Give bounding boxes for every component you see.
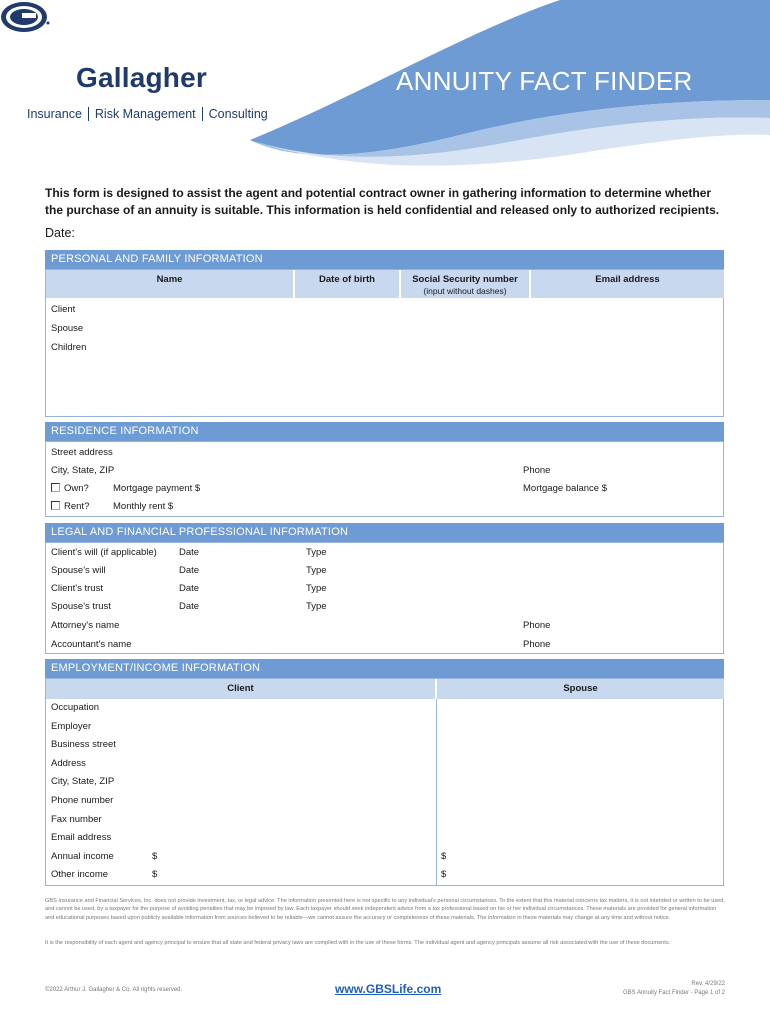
client-will-type-label[interactable]: Type [306, 547, 327, 558]
footer-revision [623, 980, 725, 998]
residence-info-table [45, 441, 724, 517]
row-client-label: Client [51, 304, 76, 315]
ssn-note: (input without dashes) [423, 286, 507, 296]
client-other-income-dollar[interactable]: $ [152, 869, 158, 880]
section-legal-heading: LEGAL AND FINANCIAL PROFESSIONAL INFORMATION [45, 523, 724, 542]
client-trust-date-label[interactable]: Date [179, 583, 200, 594]
city-state-zip-label[interactable]: City, State, ZIP [51, 465, 115, 476]
spouse-will-type-label[interactable]: Type [306, 565, 327, 576]
column-divider [436, 699, 437, 885]
spouse-trust-date-label[interactable]: Date [179, 601, 200, 612]
document-title: ANNUITY FACT FINDER [396, 66, 693, 96]
tagline-insurance: Insurance [27, 107, 82, 121]
client-trust-type-label[interactable]: Type [306, 583, 327, 594]
col-header-dob: Date of birth [295, 270, 399, 298]
col-header-email: Email address [531, 270, 724, 298]
spouse-trust-type-label[interactable]: Type [306, 601, 327, 612]
date-label[interactable]: Date: [45, 226, 75, 240]
occupation-label: Occupation [51, 702, 100, 713]
brand-logo-text: Gallagher [76, 62, 207, 93]
business-street-label: Business street [51, 739, 116, 750]
col-header-spouse: Spouse [437, 679, 724, 699]
footer-website-link[interactable]: www.GBSLife.com [335, 982, 442, 996]
legal-info-table [45, 542, 724, 654]
intro-text: This form is designed to assist the agent and potential contract owner in gathering information to determine whether the purchase of an annuity is suitable. This information is held confidential and released only to authorized recipients. [45, 186, 720, 217]
page-number: GBS Annuity Fact Finder - Page 1 of 2 [622, 990, 725, 996]
attorney-name-label[interactable]: Attorney's name [51, 620, 120, 631]
spouse-other-income-dollar[interactable]: $ [441, 869, 447, 880]
section-employment-heading: EMPLOYMENT/INCOME INFORMATION [45, 659, 724, 678]
row-children-label: Children [51, 342, 87, 353]
accountant-phone-label[interactable]: Phone [523, 639, 551, 650]
tagline-risk-management: Risk Management [88, 107, 202, 121]
col-header-client: Client [46, 679, 435, 699]
client-will-label[interactable]: Client's will (if applicable) [51, 547, 157, 558]
spouse-will-label[interactable]: Spouse's will [51, 565, 106, 576]
accountant-name-label[interactable]: Accountant's name [51, 639, 132, 650]
tagline-consulting: Consulting [202, 107, 274, 121]
own-checkbox-box[interactable] [51, 483, 60, 492]
spouse-annual-income-dollar[interactable]: $ [441, 851, 447, 862]
section-residence-heading: RESIDENCE INFORMATION [45, 422, 724, 441]
spouse-trust-label[interactable]: Spouse's trust [51, 601, 111, 612]
personal-info-table [45, 269, 724, 417]
gallagher-logo-icon [0, 0, 52, 34]
residence-phone-label[interactable]: Phone [523, 465, 551, 476]
attorney-phone-label[interactable]: Phone [523, 620, 551, 631]
street-address-label[interactable]: Street address [51, 447, 113, 458]
disclaimer-paragraph-2: It is the responsibility of each agent and agency principal to ensure that all state and federal privacy laws are complied with in the use of these forms. The individual agent and agency principals assume all risk associated with the use of these documents. [45, 940, 671, 946]
client-will-date-label[interactable]: Date [179, 547, 200, 558]
brand-tagline [27, 107, 274, 121]
mortgage-payment-label[interactable]: Mortgage payment $ [113, 483, 201, 494]
rent-label: Rent? [64, 501, 90, 512]
col-header-ssn: Social Security number (input without dashes) [401, 270, 529, 298]
footer-copyright: ©2022 Arthur J. Gallagher & Co. All rights reserved. [45, 987, 183, 993]
rent-checkbox[interactable] [51, 501, 89, 512]
disclaimer-paragraph-1: GBS Insurance and Financial Services, Inc. does not provide investment, tax, or legal advice. The information presented here is not specific to any individual's personal circumstances. To the extent that this material concerns tax matters, it is not intended or written to be used, and cannot be used, by a taxpayer for the purpose of avoiding penalties that may be imposed by law. Each taxpayer should seek independent advice from a tax professional based on his or her individual circumstances. These materials are provided for general information and educational purposes based upon publicly available information from sources believed to be reliable—we cannot assure the accuracy or completeness of these materials. The information in these materials may change at any time and without notice. [45, 898, 725, 921]
spouse-will-date-label[interactable]: Date [179, 565, 200, 576]
row-spouse-label: Spouse [51, 323, 84, 334]
phone-number-label: Phone number [51, 795, 114, 806]
rent-checkbox-box[interactable] [51, 501, 60, 510]
email-address-label: Email address [51, 832, 112, 843]
own-checkbox[interactable] [51, 483, 89, 494]
revision-date: Rev. 4/29/22 [691, 981, 725, 987]
address-label: Address [51, 758, 86, 769]
section-personal-heading: PERSONAL AND FAMILY INFORMATION [45, 250, 724, 269]
emp-city-state-zip-label: City, State, ZIP [51, 776, 115, 787]
annual-income-label: Annual income [51, 851, 114, 862]
client-trust-label[interactable]: Client's trust [51, 583, 103, 594]
fax-number-label: Fax number [51, 814, 102, 825]
mortgage-balance-label[interactable]: Mortgage balance $ [523, 483, 607, 494]
monthly-rent-label[interactable]: Monthly rent $ [113, 501, 174, 512]
page-header [0, 0, 770, 185]
client-annual-income-dollar[interactable]: $ [152, 851, 158, 862]
employer-label: Employer [51, 721, 92, 732]
employment-info-table [45, 678, 724, 886]
col-header-name: Name [46, 270, 293, 298]
own-label: Own? [64, 483, 89, 494]
other-income-label: Other income [51, 869, 109, 880]
